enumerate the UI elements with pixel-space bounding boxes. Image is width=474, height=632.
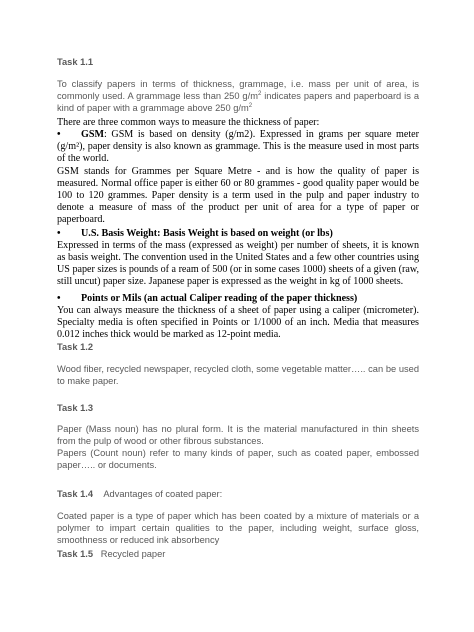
- gsm-explanation: GSM stands for Grammes per Square Metre - and is how the quality of paper is measured. Normal office paper is either 60 or 80 grammes - good quality paper would be 100 to 120 grammes. Paper density is a term used in the pulp and paper industry to denote a measure of mass of the product per unit of area for a type of paper or paperboard.: [57, 166, 419, 226]
- gsm-bullet: • GSM: GSM is based on density (g/m2). Expressed in grams per square meter (g/m²), paper density is also known as grammage. This is the measure used in most parts of the world.: [57, 129, 419, 165]
- task-1-1-heading: Task 1.1: [57, 57, 94, 67]
- us-basis-weight-text: Expressed in terms of the mass (expressed as weight) per number of sheets, it is known as basis weight. The convention used in the United States and a few other countries using US paper sizes is pounds of a ream of 500 (or in some cases 1000) sheets of a given (raw, still uncut) paper size. Japanese paper is expressed as the weight in kg of 1000 sheets.: [57, 240, 419, 288]
- task-1-3-text-mass-noun: Paper (Mass noun) has no plural form. It is the material manufactured in thin sheets from the pulp of wood or other fibrous substances.: [57, 424, 419, 447]
- task-1-4-text: Coated paper is a type of paper which has been coated by a mixture of materials or a polymer to impart certain qualities to the paper, including weight, surface gloss, smoothness or reduced ink absorbency: [57, 511, 419, 546]
- us-basis-weight-heading: • U.S. Basis Weight: Basis Weight is based on weight (or lbs): [57, 228, 333, 239]
- task-1-4-heading: Task 1.4 Advantages of coated paper:: [57, 489, 223, 499]
- task-1-2-heading: Task 1.2: [57, 342, 94, 352]
- task-1-2-text: Wood fiber, recycled newspaper, recycled cloth, some vegetable matter….. can be used to make paper.: [57, 364, 419, 387]
- points-mils-text: You can always measure the thickness of a sheet of paper using a caliper (micrometer). Specialty media is often specified in Points or 1/1000 of an inch. Media that measures 0.012 inches thick would be marked as 12-point media.: [57, 305, 419, 341]
- task-1-3-heading: Task 1.3: [57, 403, 94, 413]
- points-mils-heading: • Points or Mils (an actual Caliper reading of the paper thickness): [57, 293, 358, 304]
- thickness-intro: There are three common ways to measure the thickness of paper:: [57, 117, 320, 128]
- task-1-3-text-count-noun: Papers (Count noun) refer to many kinds of paper, such as coated paper, embossed paper….. or documents.: [57, 448, 419, 471]
- task-1-5-heading: Task 1.5 Recycled paper: [57, 549, 166, 559]
- task-1-1-paragraph: To classify papers in terms of thickness, grammage, i.e. mass per unit of area, is commonly used. A grammage less than 250 $g/m^2$ indicates papers and paperboard is a kind of paper with a grammage above 250 $g/m^2$: [57, 79, 419, 114]
